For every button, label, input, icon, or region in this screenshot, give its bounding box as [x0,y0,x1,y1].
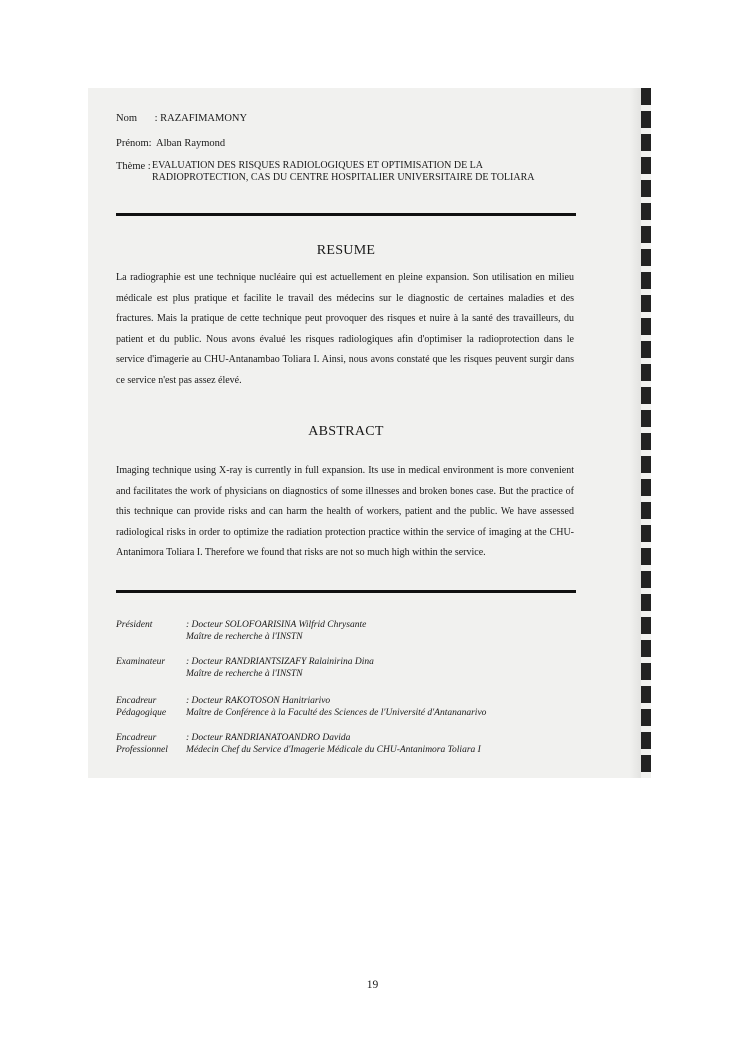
abstract-heading: ABSTRACT [308,424,384,439]
jury-name: : Docteur SOLOFOARISINA Wilfrid Chrysante [186,620,367,630]
theme-row [116,160,151,173]
nom-label: Nom [116,113,137,124]
jury-title: Maître de Conférence à la Faculté des Sciences de l'Université d'Antananarivo [186,708,487,718]
jury-name: : Docteur RANDRIANATOANDRO Davida [186,733,351,743]
prenom-label: Prénom: [116,138,152,149]
jury-title: Médecin Chef du Service d'Imagerie Médicale du CHU-Antanimora Toliara I [186,745,481,755]
abstract-text: Imaging technique using X-ray is currently in full expansion. Its use in medical environment is more convenient and facilitates the work of physicians on diagnostics of some illnesses and broken bones case. But the practice of this technique can provide risks and can harm the health of workers, patient and the public. We have assessed radiological risks in order to optimize the radiation protection practice within the service of imaging at the CHU-Antanimora Toliara I. Therefore we found that risks are not so much high within the service. [116,465,574,558]
page-number: 19 [366,979,379,991]
spiral-binding [641,88,651,778]
prenom-value: Alban Raymond [156,138,226,149]
jury-title: Maître de recherche à l'INSTN [186,669,303,679]
theme-label: Thème : [116,161,151,172]
jury-role: Président [116,620,153,630]
bottom-divider [116,590,576,593]
jury-name: : Docteur RANDRIANTSIZAFY Ralainirina Dina [186,657,374,667]
jury-role: Encadreur Professionnel [116,733,168,755]
resume-text: La radiographie est une technique nucléaire qui est actuellement en pleine expansion. Son utilisation en milieu médicale est plus pratique et facilite le travail des médecins sur le diagnostic de certaines maladies et des fractures. Mais la pratique de cette technique peut provoquer des risques et nuire à la santé des travailleurs, du patient et du public. Nous avons évalué les risques radiologiques afin d'optimiser la radioprotection dans le service d'imagerie au CHU-Antanambao Toliara I. Ainsi, nous avons constaté que les risques peuvent surgir dans ce service n'est pas assez élevé. [116,272,574,386]
binding-shadow [630,88,641,778]
top-divider [116,213,576,216]
prenom-row [116,137,225,150]
theme-value: EVALUATION DES RISQUES RADIOLOGIQUES ET OPTIMISATION DE LA RADIOPROTECTION, CAS DU CENTRE HOSPITALIER UNIVERSITAIRE DE TOLIARA [152,160,535,183]
jury-name: : Docteur RAKOTOSON Hanitriarivo [186,696,331,706]
jury-title: Maître de recherche à l'INSTN [186,632,303,642]
jury-role: Encadreur Pédagogique [116,696,167,718]
nom-value: : RAZAFIMAMONY [154,113,248,124]
nom-row [116,112,247,125]
jury-role: Examinateur [116,657,166,667]
resume-heading: RESUME [316,243,376,258]
